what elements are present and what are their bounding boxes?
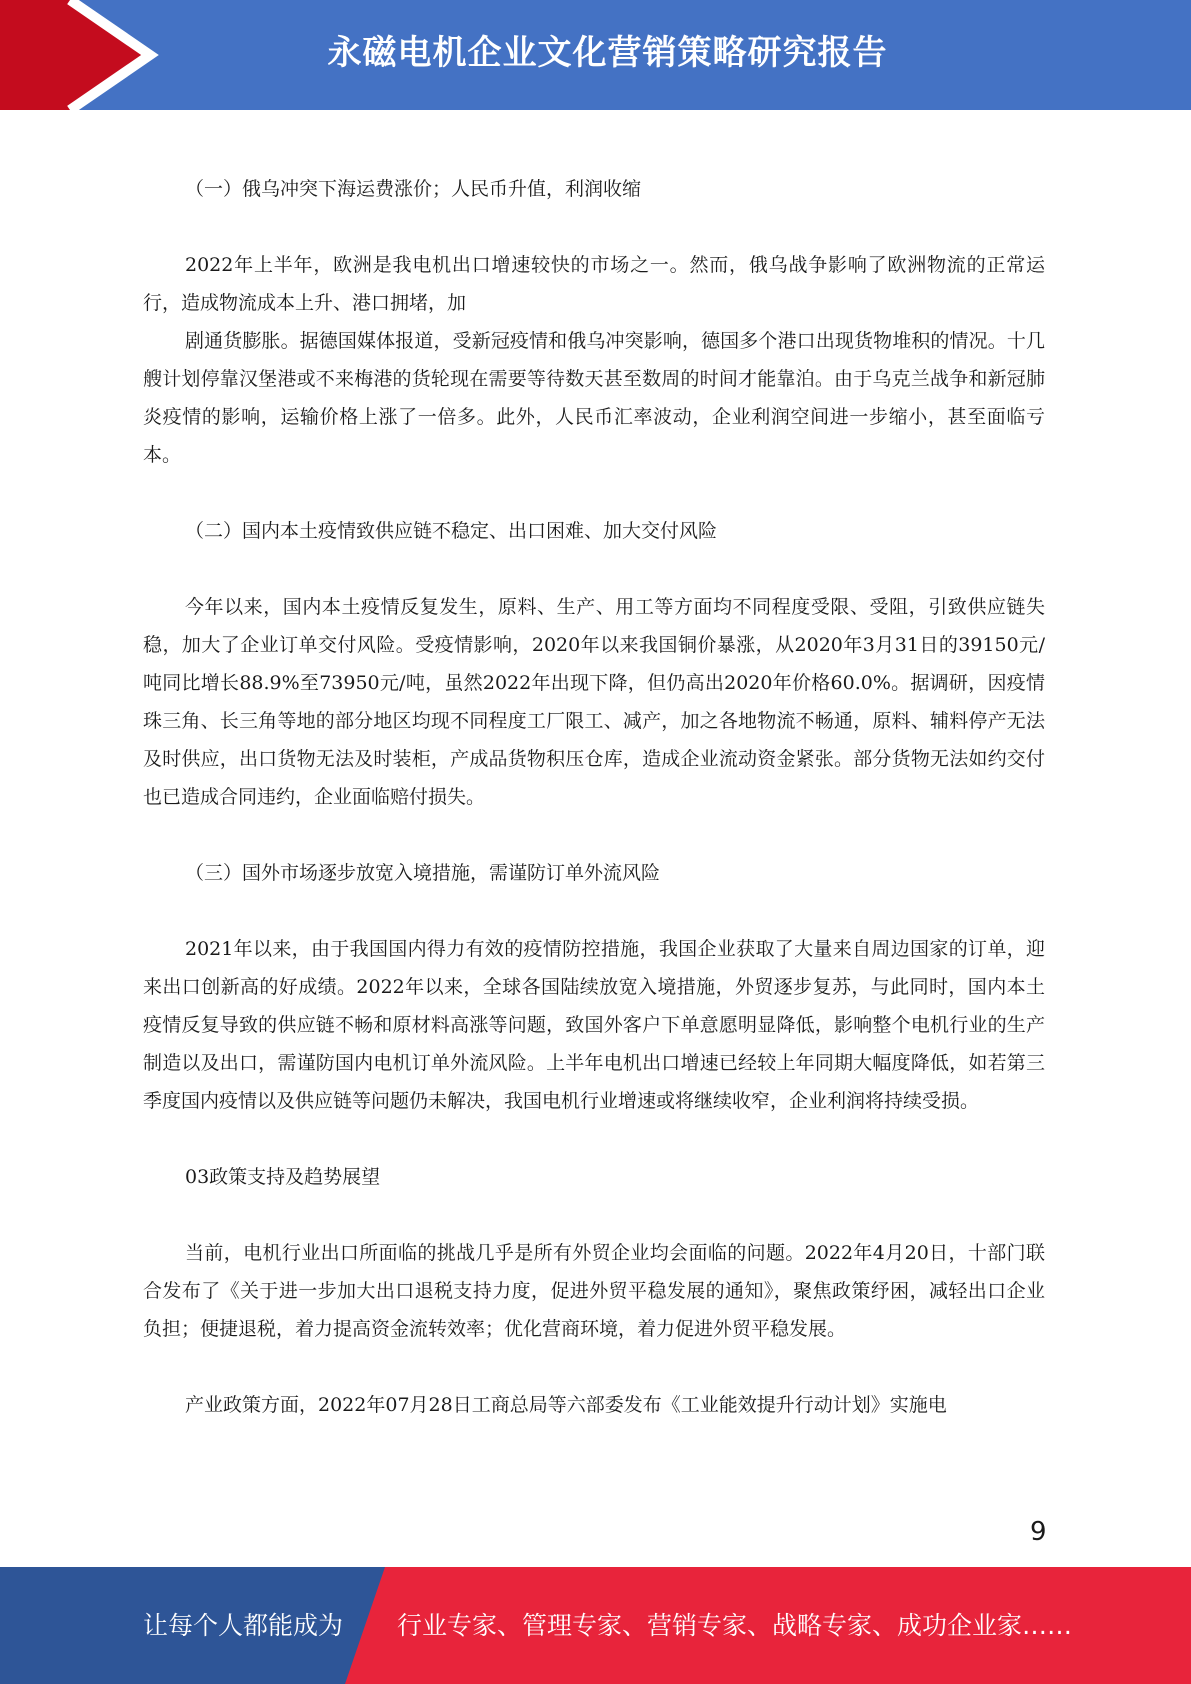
paragraph: 产业政策方面，2022年07月28日工商总局等六部委发布《工业能效提升行动计划》实施电	[185, 1394, 947, 1416]
page-number: 9	[1030, 1517, 1047, 1547]
paragraph: 今年以来，国内本土疫情反复发生，原料、生产、用工等方面均不同程度受限、受阻，引致供应链失稳，加大了企业订单交付风险。受疫情影响，2020年以来我国铜价暴涨，从2020年3月31日的39150元/吨同比增长88.9%至73950元/吨，虽然2022年出现下降，但仍高出2020年价格60.0%。据调研，因疫情珠三角、长三角等地的部分地区均现不同程度工厂限工、减产，加之各地物流不畅通，原料、辅料停产无法及时供应，出口货物无法及时装柜，产成品货物积压仓库，造成企业流动资金紧张。部分货物无法如约交付也已造成合同违约，企业面临赔付损失。	[143, 596, 1045, 808]
paragraph: 剧通货膨胀。据德国媒体报道，受新冠疫情和俄乌冲突影响，德国多个港口出现货物堆积的情况。十几艘计划停靠汉堡港或不来梅港的货轮现在需要等待数天甚至数周的时间才能靠泊。由于乌克兰战争和新冠肺炎疫情的影响，运输价格上涨了一倍多。此外，人民币汇率波动，企业利润空间进一步缩小，甚至面临亏本。	[143, 330, 1045, 466]
paragraph: 当前，电机行业出口所面临的挑战几乎是所有外贸企业均会面临的问题。2022年4月20日，十部门联合发布了《关于进一步加大出口退税支持力度，促进外贸平稳发展的通知》，聚焦政策纾困，减轻出口企业负担；便捷退税，着力提高资金流转效率；优化营商环境，着力促进外贸平稳发展。	[143, 1242, 1045, 1340]
footer-slogan-right: 行业专家、管理专家、营销专家、战略专家、成功企业家……	[397, 1611, 1073, 1640]
section-heading-1: （一）俄乌冲突下海运费涨价；人民币升值，利润收缩	[185, 178, 642, 200]
section-heading-4: 03政策支持及趋势展望	[185, 1166, 381, 1188]
body-content	[143, 170, 1045, 1424]
section-heading-2: （二）国内本土疫情致供应链不稳定、出口困难、加大交付风险	[185, 520, 718, 542]
paragraph: 2022年上半年，欧洲是我电机出口增速较快的市场之一。然而，俄乌战争影响了欧洲物流的正常运行，造成物流成本上升、港口拥堵，加	[143, 254, 1045, 314]
paragraph: 2021年以来，由于我国国内得力有效的疫情防控措施，我国企业获取了大量来自周边国家的订单，迎来出口创新高的好成绩。2022年以来，全球各国陆续放宽入境措施，外贸逐步复苏，与此同时，国内本土疫情反复导致的供应链不畅和原材料高涨等问题，致国外客户下单意愿明显降低，影响整个电机行业的生产制造以及出口，需谨防国内电机订单外流风险。上半年电机出口增速已经较上年同期大幅度降低，如若第三季度国内疫情以及供应链等问题仍未解决，我国电机行业增速或将继续收窄，企业利润将持续受损。	[143, 938, 1045, 1112]
section-heading-3: （三）国外市场逐步放宽入境措施，需谨防订单外流风险	[185, 862, 661, 884]
page-footer	[0, 1567, 1191, 1684]
footer-slogan-left: 让每个人都能成为	[143, 1611, 344, 1640]
report-title: 永磁电机企业文化营销策略研究报告	[327, 33, 888, 73]
page-header	[0, 0, 1191, 110]
